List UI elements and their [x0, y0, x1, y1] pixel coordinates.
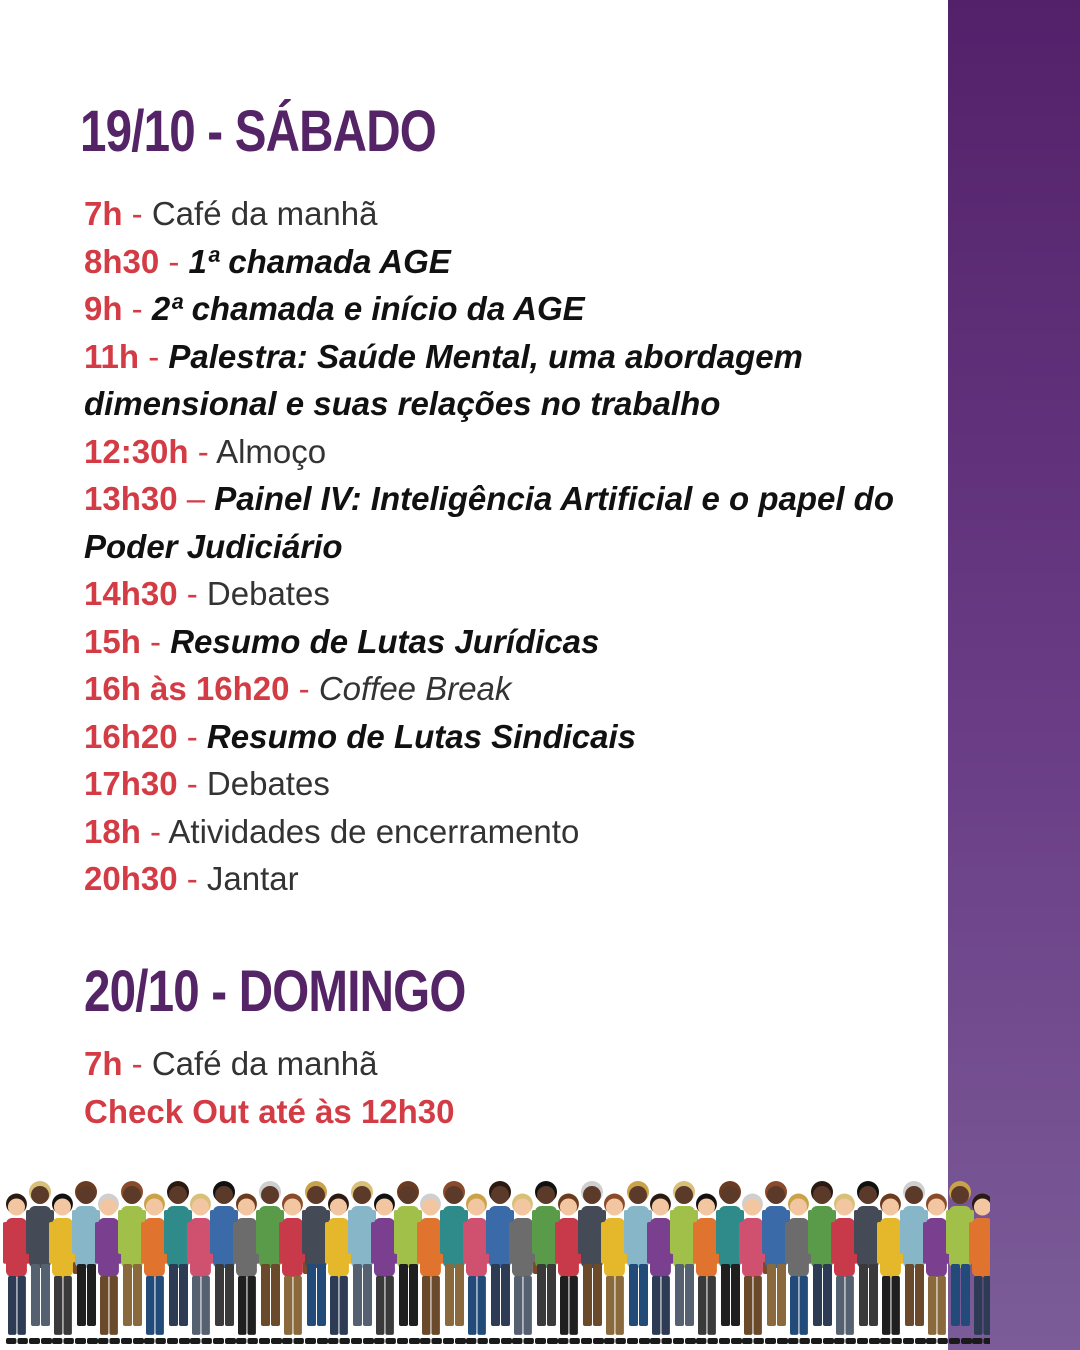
- schedule-time: 18h: [84, 812, 141, 850]
- schedule-time: 8h30: [84, 242, 160, 280]
- schedule-separator: -: [188, 432, 217, 470]
- schedule-item: [84, 618, 914, 666]
- schedule-time: 12:30h: [84, 432, 189, 470]
- schedule-separator: -: [140, 622, 171, 660]
- schedule-description: Jantar: [206, 860, 299, 897]
- schedule-description: Debates: [206, 765, 330, 802]
- schedule-description: Debates: [206, 575, 330, 612]
- schedule-separator: -: [177, 717, 207, 755]
- schedule-time: 14h30: [84, 575, 178, 612]
- schedule-time: 16h às 16h20: [84, 670, 290, 707]
- schedule-item: [84, 760, 914, 808]
- schedule-item: [84, 570, 914, 618]
- schedule-description: Atividades de encerramento: [168, 812, 580, 850]
- schedule-time: 15h: [84, 622, 141, 660]
- schedule-description: Almoço: [216, 432, 327, 470]
- schedule-description: Palestra: Saúde Mental, uma abordagem dimensional e suas relações no trabalho: [84, 337, 803, 422]
- schedule-separator: -: [122, 1045, 152, 1082]
- schedule-description: Resumo de Lutas Jurídicas: [170, 622, 600, 660]
- schedule-separator: -: [159, 242, 189, 280]
- schedule-item: [84, 665, 914, 713]
- schedule-separator: -: [139, 337, 169, 375]
- schedule-separator: -: [177, 765, 207, 802]
- schedule-time: 16h20: [84, 717, 178, 755]
- schedule-description: Painel IV: Inteligência Artificial e o papel do Poder Judiciário: [84, 480, 894, 565]
- person-figure: [3, 1194, 30, 1344]
- schedule-item: [84, 333, 914, 428]
- schedule-item: [84, 713, 914, 761]
- saturday-title: 19/10 - SÁBADO: [80, 99, 436, 164]
- schedule-separator: –: [177, 480, 215, 517]
- schedule-item: [84, 1040, 914, 1088]
- sunday-schedule: [84, 1040, 914, 1135]
- schedule-description: Coffee Break: [318, 670, 512, 707]
- schedule-description: Café da manhã: [151, 1045, 378, 1082]
- schedule-separator: -: [289, 670, 319, 707]
- schedule-time: 7h: [84, 1045, 123, 1082]
- schedule-separator: -: [177, 860, 207, 897]
- schedule-time: 7h: [84, 195, 123, 232]
- schedule-description: Resumo de Lutas Sindicais: [206, 717, 637, 755]
- schedule-item: [84, 428, 914, 476]
- schedule-item: [84, 238, 914, 286]
- schedule-item: [84, 855, 914, 903]
- schedule-item: [84, 475, 914, 570]
- schedule-separator: -: [122, 290, 152, 327]
- schedule-description: Café da manhã: [151, 195, 378, 232]
- saturday-schedule: [84, 190, 914, 903]
- schedule-time: 11h: [84, 337, 140, 375]
- schedule-description: 2ª chamada e início da AGE: [151, 290, 585, 327]
- schedule-time: 13h30: [84, 480, 178, 517]
- schedule-separator: -: [122, 195, 152, 232]
- sunday-title: 20/10 - DOMINGO: [84, 959, 466, 1024]
- schedule-item: [84, 808, 914, 856]
- schedule-item: [84, 285, 914, 333]
- schedule-separator: -: [177, 575, 207, 612]
- schedule-separator: -: [140, 812, 169, 850]
- schedule-description: 1ª chamada AGE: [188, 242, 451, 280]
- schedule-time: 17h30: [84, 765, 178, 802]
- schedule-time: 20h30: [84, 860, 178, 897]
- schedule-item: [84, 190, 914, 238]
- checkout-note: Check Out até às 12h30: [84, 1092, 455, 1130]
- crowd-illustration: [0, 1170, 990, 1350]
- purple-side-band: [948, 0, 1080, 1350]
- schedule-time: 9h: [84, 290, 123, 327]
